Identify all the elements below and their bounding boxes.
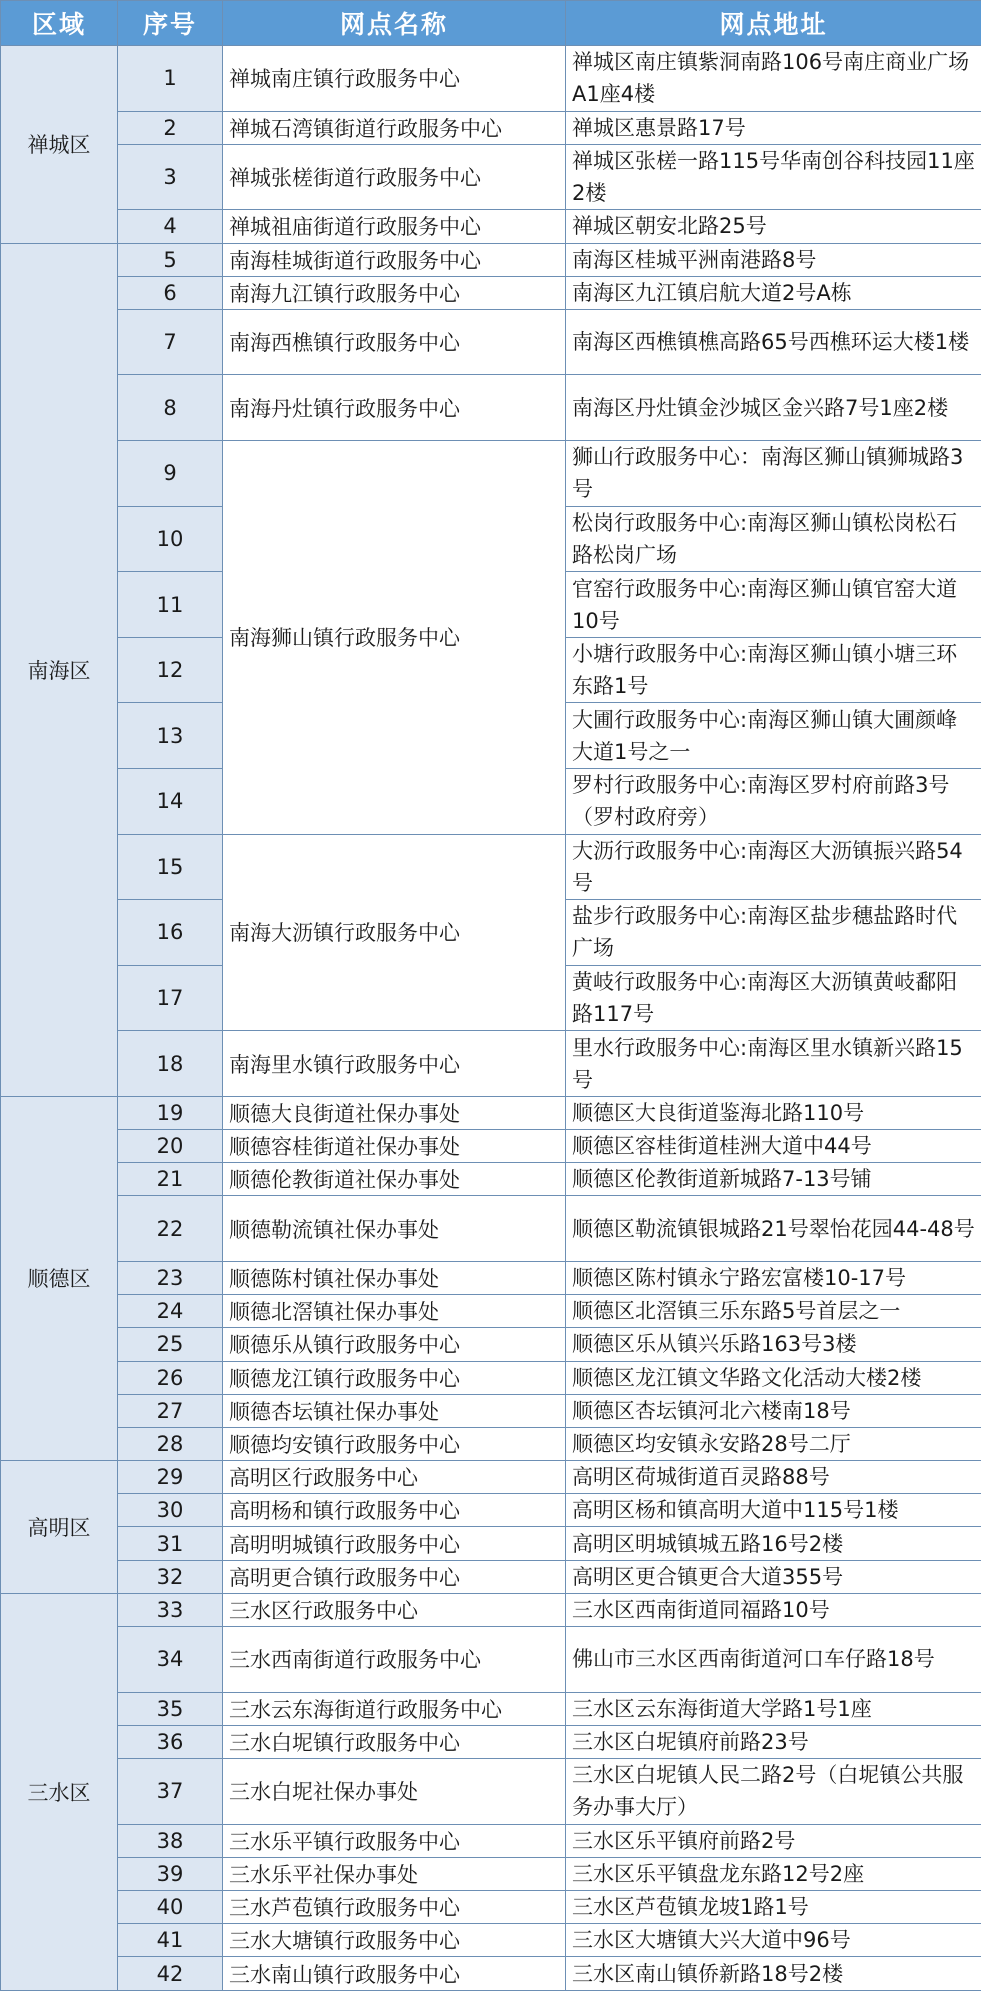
seq-cell: 11 — [118, 572, 223, 638]
outlet-address-cell: 顺德区伦教街道新城路7-13号铺 — [566, 1163, 981, 1196]
outlet-name-cell: 三水白坭社保办事处 — [223, 1759, 566, 1825]
seq-cell: 42 — [118, 1957, 223, 1991]
outlet-name-cell: 三水乐平镇行政服务中心 — [223, 1824, 566, 1857]
table-row — [1, 1328, 981, 1361]
seq-cell: 33 — [118, 1593, 223, 1626]
outlet-name-cell: 南海狮山镇行政服务中心 — [223, 441, 566, 834]
outlet-address-cell: 黄岐行政服务中心:南海区大沥镇黄岐鄱阳路117号 — [566, 965, 981, 1031]
table-row — [1, 375, 981, 441]
seq-cell: 41 — [118, 1924, 223, 1957]
table-row — [1, 1130, 981, 1163]
outlet-address-cell: 小塘行政服务中心:南海区狮山镇小塘三环东路1号 — [566, 637, 981, 703]
table-row — [1, 1857, 981, 1890]
district-cell: 禅城区 — [1, 46, 118, 244]
table-row — [1, 1824, 981, 1857]
outlet-name-cell: 顺德北滘镇社保办事处 — [223, 1295, 566, 1328]
seq-cell: 22 — [118, 1196, 223, 1262]
outlet-address-cell: 三水区乐平镇盘龙东路12号2座 — [566, 1857, 981, 1890]
header-district: 区域 — [1, 1, 118, 46]
table-row — [1, 1163, 981, 1196]
outlet-address-cell: 三水区乐平镇府前路2号 — [566, 1824, 981, 1857]
table-row — [1, 1031, 981, 1097]
table-row — [1, 1295, 981, 1328]
table-row — [1, 1924, 981, 1957]
outlet-address-cell: 顺德区北滘镇三乐东路5号首层之一 — [566, 1295, 981, 1328]
seq-cell: 15 — [118, 834, 223, 900]
seq-cell: 4 — [118, 210, 223, 243]
outlet-name-cell: 高明区行政服务中心 — [223, 1461, 566, 1494]
outlet-name-cell: 高明杨和镇行政服务中心 — [223, 1494, 566, 1527]
outlet-address-cell: 三水区南山镇侨新路18号2楼 — [566, 1957, 981, 1991]
outlet-name-cell: 南海里水镇行政服务中心 — [223, 1031, 566, 1097]
table-row — [1, 309, 981, 375]
table-row — [1, 1759, 981, 1825]
outlet-address-cell: 高明区明城镇城五路16号2楼 — [566, 1527, 981, 1560]
outlet-address-cell: 高明区更合镇更合大道355号 — [566, 1560, 981, 1593]
table-row — [1, 111, 981, 144]
outlet-address-cell: 南海区西樵镇樵高路65号西樵环运大楼1楼 — [566, 309, 981, 375]
outlet-address-cell: 官窑行政服务中心:南海区狮山镇官窑大道10号 — [566, 572, 981, 638]
seq-cell: 23 — [118, 1261, 223, 1294]
seq-cell: 6 — [118, 276, 223, 309]
outlet-address-cell: 狮山行政服务中心：南海区狮山镇狮城路3号 — [566, 441, 981, 507]
outlet-address-cell: 三水区西南街道同福路10号 — [566, 1593, 981, 1626]
outlet-address-cell: 顺德区陈村镇永宁路宏富楼10-17号 — [566, 1261, 981, 1294]
seq-cell: 37 — [118, 1759, 223, 1825]
outlet-name-cell: 南海西樵镇行政服务中心 — [223, 309, 566, 375]
seq-cell: 31 — [118, 1527, 223, 1560]
seq-cell: 38 — [118, 1824, 223, 1857]
outlet-address-cell: 顺德区龙江镇文华路文化活动大楼2楼 — [566, 1361, 981, 1394]
seq-cell: 9 — [118, 441, 223, 507]
outlet-name-cell: 三水芦苞镇行政服务中心 — [223, 1890, 566, 1923]
outlet-name-cell: 三水大塘镇行政服务中心 — [223, 1924, 566, 1957]
outlet-name-cell: 禅城石湾镇街道行政服务中心 — [223, 111, 566, 144]
outlet-address-cell: 顺德区杏坛镇河北六楼南18号 — [566, 1394, 981, 1427]
outlet-address-cell: 盐步行政服务中心:南海区盐步穗盐路时代广场 — [566, 900, 981, 966]
outlet-name-cell: 高明更合镇行政服务中心 — [223, 1560, 566, 1593]
seq-cell: 25 — [118, 1328, 223, 1361]
table-row — [1, 1261, 981, 1294]
seq-cell: 14 — [118, 768, 223, 834]
outlet-address-cell: 顺德区均安镇永安路28号二厅 — [566, 1427, 981, 1460]
seq-cell: 40 — [118, 1890, 223, 1923]
outlet-name-cell: 顺德伦教街道社保办事处 — [223, 1163, 566, 1196]
outlet-name-cell: 顺德龙江镇行政服务中心 — [223, 1361, 566, 1394]
seq-cell: 10 — [118, 506, 223, 572]
outlet-name-cell: 高明明城镇行政服务中心 — [223, 1527, 566, 1560]
outlet-address-cell: 禅城区惠景路17号 — [566, 111, 981, 144]
outlet-name-cell: 禅城张槎街道行政服务中心 — [223, 144, 566, 210]
outlet-address-cell: 禅城区张槎一路115号华南创谷科技园11座2楼 — [566, 144, 981, 210]
seq-cell: 17 — [118, 965, 223, 1031]
seq-cell: 26 — [118, 1361, 223, 1394]
outlet-name-cell: 禅城南庄镇行政服务中心 — [223, 46, 566, 112]
outlet-name-cell: 顺德勒流镇社保办事处 — [223, 1196, 566, 1262]
table-row — [1, 1957, 981, 1991]
seq-cell: 20 — [118, 1130, 223, 1163]
outlet-name-cell: 顺德容桂街道社保办事处 — [223, 1130, 566, 1163]
seq-cell: 30 — [118, 1494, 223, 1527]
table-row — [1, 1494, 981, 1527]
outlet-address-cell: 顺德区乐从镇兴乐路163号3楼 — [566, 1328, 981, 1361]
table-row — [1, 1890, 981, 1923]
seq-cell: 29 — [118, 1461, 223, 1494]
district-cell: 南海区 — [1, 243, 118, 1096]
table-row — [1, 1593, 981, 1626]
outlet-address-cell: 大圃行政服务中心:南海区狮山镇大圃颜峰大道1号之一 — [566, 703, 981, 769]
seq-cell: 1 — [118, 46, 223, 112]
outlet-address-cell: 里水行政服务中心:南海区里水镇新兴路15号 — [566, 1031, 981, 1097]
seq-cell: 39 — [118, 1857, 223, 1890]
outlet-address-cell: 三水区白坭镇人民二路2号（白坭镇公共服务办事大厅） — [566, 1759, 981, 1825]
outlet-address-cell: 南海区丹灶镇金沙城区金兴路7号1座2楼 — [566, 375, 981, 441]
table-row — [1, 1427, 981, 1460]
table-row — [1, 1627, 981, 1693]
table-row — [1, 46, 981, 112]
table-row — [1, 243, 981, 276]
outlet-name-cell: 三水白坭镇行政服务中心 — [223, 1725, 566, 1758]
seq-cell: 8 — [118, 375, 223, 441]
table-row — [1, 1196, 981, 1262]
outlet-address-cell: 南海区桂城平洲南港路8号 — [566, 243, 981, 276]
seq-cell: 3 — [118, 144, 223, 210]
table-row — [1, 834, 981, 900]
outlet-address-cell: 禅城区朝安北路25号 — [566, 210, 981, 243]
outlet-name-cell: 三水区行政服务中心 — [223, 1593, 566, 1626]
seq-cell: 19 — [118, 1096, 223, 1129]
outlet-address-cell: 顺德区大良街道鉴海北路110号 — [566, 1096, 981, 1129]
outlet-address-cell: 三水区大塘镇大兴大道中96号 — [566, 1924, 981, 1957]
seq-cell: 18 — [118, 1031, 223, 1097]
seq-cell: 35 — [118, 1692, 223, 1725]
outlet-name-cell: 南海大沥镇行政服务中心 — [223, 834, 566, 1031]
seq-cell: 2 — [118, 111, 223, 144]
outlet-name-cell: 三水西南街道行政服务中心 — [223, 1627, 566, 1693]
outlet-address-cell: 高明区杨和镇高明大道中115号1楼 — [566, 1494, 981, 1527]
district-cell: 高明区 — [1, 1461, 118, 1594]
outlet-name-cell: 顺德乐从镇行政服务中心 — [223, 1328, 566, 1361]
outlet-name-cell: 南海桂城街道行政服务中心 — [223, 243, 566, 276]
seq-cell: 5 — [118, 243, 223, 276]
outlet-address-cell: 顺德区勒流镇银城路21号翠怡花园44-48号 — [566, 1196, 981, 1262]
outlet-address-cell: 禅城区南庄镇紫洞南路106号南庄商业广场A1座4楼 — [566, 46, 981, 112]
seq-cell: 7 — [118, 309, 223, 375]
outlet-name-cell: 南海九江镇行政服务中心 — [223, 276, 566, 309]
table-row — [1, 1394, 981, 1427]
outlet-name-cell: 顺德大良街道社保办事处 — [223, 1096, 566, 1129]
outlet-address-cell: 罗村行政服务中心:南海区罗村府前路3号（罗村政府旁） — [566, 768, 981, 834]
outlet-address-cell: 大沥行政服务中心:南海区大沥镇振兴路54号 — [566, 834, 981, 900]
seq-cell: 21 — [118, 1163, 223, 1196]
outlet-name-cell: 三水乐平社保办事处 — [223, 1857, 566, 1890]
seq-cell: 34 — [118, 1627, 223, 1693]
seq-cell: 36 — [118, 1725, 223, 1758]
outlet-name-cell: 南海丹灶镇行政服务中心 — [223, 375, 566, 441]
table-row — [1, 1461, 981, 1494]
table-body — [1, 46, 981, 1991]
table-row — [1, 1096, 981, 1129]
table-row — [1, 276, 981, 309]
seq-cell: 16 — [118, 900, 223, 966]
seq-cell: 13 — [118, 703, 223, 769]
outlet-address-cell: 顺德区容桂街道桂洲大道中44号 — [566, 1130, 981, 1163]
district-cell: 三水区 — [1, 1593, 118, 1990]
table-row — [1, 1361, 981, 1394]
outlet-address-cell: 南海区九江镇启航大道2号A栋 — [566, 276, 981, 309]
outlet-address-cell: 三水区白坭镇府前路23号 — [566, 1725, 981, 1758]
table-row — [1, 1692, 981, 1725]
outlet-name-cell: 三水南山镇行政服务中心 — [223, 1957, 566, 1991]
table-row — [1, 441, 981, 507]
header-seq: 序号 — [118, 1, 223, 46]
table-row — [1, 1527, 981, 1560]
seq-cell: 28 — [118, 1427, 223, 1460]
outlet-address-cell: 三水区芦苞镇龙坡1路1号 — [566, 1890, 981, 1923]
outlet-name-cell: 禅城祖庙街道行政服务中心 — [223, 210, 566, 243]
outlet-address-cell: 三水区云东海街道大学路1号1座 — [566, 1692, 981, 1725]
header-outlet-address: 网点地址 — [566, 1, 981, 46]
outlet-name-cell: 顺德陈村镇社保办事处 — [223, 1261, 566, 1294]
outlet-name-cell: 顺德均安镇行政服务中心 — [223, 1427, 566, 1460]
outlet-name-cell: 三水云东海街道行政服务中心 — [223, 1692, 566, 1725]
table-row — [1, 1560, 981, 1593]
table-row — [1, 144, 981, 210]
seq-cell: 12 — [118, 637, 223, 703]
header-row — [1, 1, 981, 46]
seq-cell: 27 — [118, 1394, 223, 1427]
table-row — [1, 210, 981, 243]
outlet-address-cell: 佛山市三水区西南街道河口车仔路18号 — [566, 1627, 981, 1693]
district-cell: 顺德区 — [1, 1096, 118, 1460]
header-outlet-name: 网点名称 — [223, 1, 566, 46]
outlet-address-cell: 高明区荷城街道百灵路88号 — [566, 1461, 981, 1494]
outlet-address-cell: 松岗行政服务中心:南海区狮山镇松岗松石路松岗广场 — [566, 506, 981, 572]
table-row — [1, 1725, 981, 1758]
outlet-name-cell: 顺德杏坛镇社保办事处 — [223, 1394, 566, 1427]
seq-cell: 24 — [118, 1295, 223, 1328]
seq-cell: 32 — [118, 1560, 223, 1593]
